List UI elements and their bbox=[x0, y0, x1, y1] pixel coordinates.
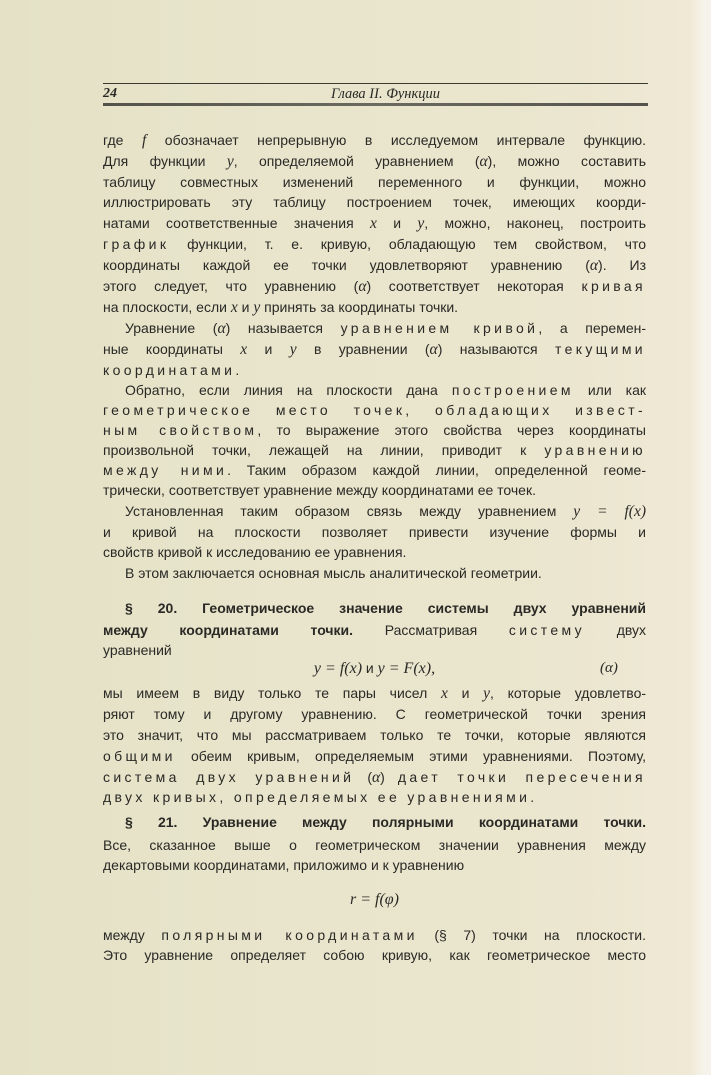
text-segment: ) соответствует некоторая bbox=[366, 278, 582, 294]
text-segment: Уравнение ( bbox=[125, 320, 218, 336]
text-segment: трически, соответствует уравнение между координатами ее точек. bbox=[103, 482, 536, 498]
text-segment: Все, сказанное выше о геометрическом значении уравнения между bbox=[103, 837, 646, 853]
text-segment: . Таким образом каждой линии, определенной геоме- bbox=[227, 462, 646, 478]
text-line bbox=[103, 746, 646, 766]
text-line bbox=[103, 234, 646, 254]
text-segment: Рассматривая bbox=[353, 622, 509, 638]
math-symbol: x bbox=[441, 685, 448, 702]
emphasized-text: общими bbox=[103, 748, 176, 764]
text-segment: . bbox=[235, 362, 240, 378]
text-segment: (§ 7) точки на плоскости. bbox=[417, 927, 646, 943]
math-symbol: y bbox=[253, 299, 261, 316]
math-symbol: y bbox=[226, 153, 234, 170]
math-symbol: α bbox=[372, 769, 381, 786]
text-segment: и bbox=[376, 215, 418, 231]
emphasized-text: кривая bbox=[581, 278, 646, 294]
text-segment: между bbox=[103, 927, 162, 943]
math-symbol: α bbox=[589, 257, 599, 274]
text-line bbox=[103, 683, 646, 703]
text-segment: таблицу совместных изменений переменного и функции, можно bbox=[103, 174, 646, 190]
emphasized-text: система двух уравнений bbox=[103, 769, 355, 785]
header-rule-bottom bbox=[103, 103, 648, 106]
equation-conjunction: и bbox=[362, 660, 378, 676]
text-line bbox=[103, 151, 646, 171]
text-line bbox=[103, 855, 646, 875]
text-line bbox=[103, 172, 646, 192]
text-line bbox=[103, 213, 646, 233]
text-line bbox=[103, 318, 646, 338]
text-segment: натами соответственные значения bbox=[103, 215, 370, 231]
text-segment: ные координаты bbox=[103, 341, 241, 357]
text-line bbox=[103, 130, 646, 150]
math-symbol: α bbox=[217, 320, 226, 337]
emphasized-text: координатами bbox=[103, 362, 236, 378]
math-symbol: y bbox=[417, 215, 425, 232]
emphasized-text: систему bbox=[508, 622, 586, 638]
running-title: Глава II. Функции bbox=[330, 86, 441, 102]
header-rule-top bbox=[103, 83, 648, 84]
text-line bbox=[103, 522, 646, 542]
text-segment: и bbox=[247, 341, 290, 357]
text-segment: обеим кривым, определяемым этими уравнениями. Поэтому, bbox=[175, 748, 646, 764]
math-symbol: y = f(x) bbox=[573, 503, 646, 520]
emphasized-text: дает точки пересечения bbox=[397, 769, 646, 785]
text-segment: двух bbox=[585, 622, 646, 638]
text-line bbox=[103, 563, 646, 583]
text-segment: свойств кривой к исследованию ее уравнения. bbox=[103, 544, 407, 560]
emphasized-text: уравнению bbox=[544, 442, 646, 458]
text-line bbox=[103, 192, 646, 212]
text-segment: , то выражение этого свойства через координаты bbox=[257, 422, 646, 438]
text-segment: где bbox=[103, 132, 142, 148]
math-symbol: x bbox=[230, 299, 238, 316]
emphasized-text: построением bbox=[451, 382, 574, 398]
text-segment: , можно, наконец, построить bbox=[424, 215, 646, 231]
text-line bbox=[103, 767, 646, 787]
math-symbol: x bbox=[240, 341, 248, 358]
emphasized-text: ным свойством bbox=[103, 422, 258, 438]
text-segment: произвольной точки, лежащей на линии, приводит к bbox=[103, 442, 545, 458]
text-line bbox=[103, 360, 646, 380]
text-segment: Это уравнение определяет собою кривую, как геометрическое место bbox=[103, 947, 646, 963]
text-segment: ( bbox=[354, 769, 373, 785]
text-line bbox=[103, 835, 646, 855]
text-line bbox=[103, 297, 646, 317]
text-line bbox=[103, 945, 646, 965]
math-symbol: f bbox=[141, 132, 147, 149]
text-line bbox=[103, 704, 646, 724]
text-segment: ). Из bbox=[598, 257, 646, 273]
text-segment: координаты каждой ее точки удовлетворяют уравнению ( bbox=[103, 257, 590, 273]
equation-label: (α) bbox=[600, 660, 618, 676]
text-line bbox=[103, 598, 646, 618]
text-segment: , а перемен- bbox=[538, 320, 647, 336]
text-line bbox=[103, 460, 646, 480]
text-segment: и bbox=[237, 299, 254, 315]
text-segment: ) называется bbox=[225, 320, 341, 336]
text-segment: Установленная таким образом связь между уравнением bbox=[125, 503, 574, 519]
emphasized-text: геометрическое место точек, обладающих извест- bbox=[103, 402, 646, 418]
text-line bbox=[103, 725, 646, 745]
text-segment: это значит, что мы рассматриваем только те точки, которые являются bbox=[103, 727, 646, 743]
text-line bbox=[103, 501, 646, 521]
section-heading: между координатами точки. bbox=[103, 622, 354, 638]
text-segment: принять за координаты точки. bbox=[260, 299, 459, 315]
text-line bbox=[103, 480, 646, 500]
text-segment: , которые удовлетво- bbox=[490, 685, 647, 701]
text-segment: мы имеем в виду только те пары чисел bbox=[103, 685, 441, 701]
text-segment: и кривой на плоскости позволяет привести изучение формы и bbox=[103, 524, 646, 540]
text-segment: Обратно, если линия на плоскости дана bbox=[125, 382, 452, 398]
math-symbol: y bbox=[289, 341, 297, 358]
text-segment: функции, т. е. кривую, обладающую тем свойством, что bbox=[169, 236, 646, 252]
emphasized-text: полярными координатами bbox=[161, 927, 418, 943]
text-segment: ) bbox=[380, 769, 398, 785]
text-line bbox=[103, 542, 646, 562]
text-line bbox=[103, 339, 646, 359]
text-segment: ), можно составить bbox=[487, 153, 647, 169]
emphasized-text: между ними bbox=[103, 462, 228, 478]
page-edge bbox=[703, 0, 711, 1075]
text-line bbox=[103, 925, 646, 945]
text-segment: Для функции bbox=[103, 153, 227, 169]
text-line bbox=[103, 420, 646, 440]
text-segment: на плоскости, если bbox=[103, 299, 231, 315]
text-segment: обозначает непрерывную в исследуемом интервале функцию. bbox=[146, 132, 646, 148]
text-segment: ряют тому и другому уравнению. С геометрической точки зрения bbox=[103, 706, 646, 722]
text-segment: уравнений bbox=[103, 642, 172, 658]
text-segment: или как bbox=[573, 382, 647, 398]
text-line bbox=[103, 812, 646, 832]
text-line bbox=[103, 620, 646, 640]
emphasized-text: уравнением кривой bbox=[340, 320, 539, 336]
math-symbol: α bbox=[358, 278, 367, 295]
text-line bbox=[103, 276, 646, 296]
emphasized-text: текущими bbox=[555, 341, 646, 357]
text-line bbox=[103, 380, 646, 400]
text-line bbox=[103, 400, 646, 420]
text-segment: в уравнении ( bbox=[296, 341, 430, 357]
emphasized-text: двух кривых, определяемых ее уравнениями bbox=[103, 789, 531, 805]
math-symbol: y bbox=[483, 685, 491, 702]
text-segment: ) называются bbox=[437, 341, 555, 357]
emphasized-text: график bbox=[103, 236, 170, 252]
text-line bbox=[103, 440, 646, 460]
text-line bbox=[103, 255, 646, 275]
math-symbol: α bbox=[429, 341, 438, 358]
text-segment: , определяемой уравнением ( bbox=[233, 153, 480, 169]
text-segment: декартовыми координатами, приложимо и к уравнению bbox=[103, 857, 465, 873]
equation-left: y = f(x) bbox=[313, 660, 363, 677]
section-heading: § 21. Уравнение между полярными координатами точки. bbox=[125, 814, 646, 830]
text-line bbox=[103, 787, 646, 807]
section-heading: § 20. Геометрическое значение системы двух уравнений bbox=[125, 600, 646, 616]
equation-system bbox=[103, 657, 646, 679]
equation-polar: r = f(φ) bbox=[350, 891, 399, 908]
text-segment: иллюстрировать эту таблицу построением точек, имеющих коорди- bbox=[103, 194, 646, 210]
math-symbol: x bbox=[369, 215, 377, 232]
text-segment: . bbox=[530, 789, 535, 805]
equation-right: y = F(x), bbox=[377, 660, 436, 677]
text-segment: этого следует, что уравнению ( bbox=[103, 278, 359, 294]
math-symbol: α bbox=[479, 153, 488, 170]
page-number: 24 bbox=[103, 86, 117, 101]
text-segment: В этом заключается основная мысль аналитической геометрии. bbox=[125, 565, 542, 581]
text-segment: и bbox=[447, 685, 484, 701]
